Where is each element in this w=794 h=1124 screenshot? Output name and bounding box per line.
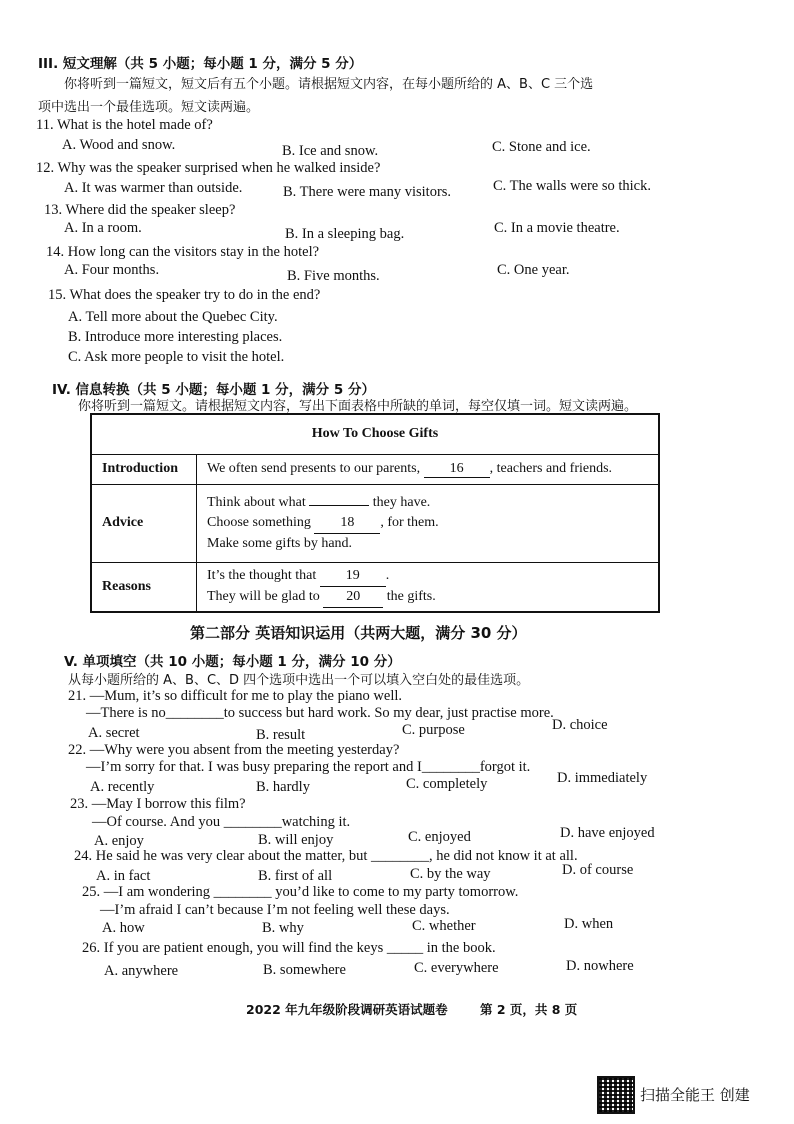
table-title: How To Choose Gifts [91,414,659,454]
q14-option-a: A. Four months. [64,262,160,278]
q21-option-b: B. result [256,727,306,743]
question-23-reply: —Of course. And you ________watching it. [92,814,351,830]
part-two-title: 第二部分 英语知识运用（共两大题，满分 30 分） [190,624,527,642]
qr-code-icon [597,1076,635,1114]
reason-line-2: They will be glad to [207,588,320,604]
q12-option-b: B. There were many visitors. [283,184,452,200]
q22-option-b: B. hardly [256,779,310,795]
q15-option-a: A. Tell more about the Quebec City. [68,309,278,325]
q14-option-c: C. One year. [497,262,570,278]
q26-option-b: B. somewhere [263,962,346,978]
q26-option-d: D. nowhere [566,958,634,974]
q23-option-b: B. will enjoy [258,832,334,848]
q12-option-a: A. It was warmer than outside. [64,180,243,196]
section-5-heading: V. 单项填空（共 10 小题；每小题 1 分，满分 10 分） [64,654,401,670]
q11-option-c: C. Stone and ice. [492,139,591,155]
answer-blank-18[interactable]: 18 [314,513,380,534]
q22-option-d: D. immediately [557,770,648,786]
q14-option-b: B. Five months. [287,268,380,284]
question-11: 11. What is the hotel made of? [36,117,213,133]
q25-option-a: A. how [102,920,145,936]
advice-line-3: Make some gifts by hand. [207,535,353,551]
q13-option-c: C. In a movie theatre. [494,220,620,236]
row-label-introduction: Introduction [91,454,197,484]
introduction-cell [197,454,660,484]
question-23: 23. —May I borrow this film? [70,796,246,812]
answer-blank-17[interactable] [309,505,369,506]
q24-option-d: D. of course [562,862,634,878]
advice-line-1-end: they have. [372,494,431,510]
section-3-heading: III. 短文理解（共 5 小题；每小题 1 分，满分 5 分） [38,56,363,72]
section-4-heading: IV. 信息转换（共 5 小题；每小题 1 分，满分 5 分） [52,382,375,398]
question-21-reply: —There is no________to success but hard work. So my dear, just practise more. [86,705,554,721]
question-14: 14. How long can the visitors stay in the hotel? [46,244,320,260]
q24-option-c: C. by the way [410,866,491,882]
q15-option-c: C. Ask more people to visit the hotel. [68,349,285,365]
question-25-reply: —I’m afraid I can’t because I’m not feeling well these days. [100,902,450,918]
question-24: 24. He said he was very clear about the matter, but ________, he did not know it at all. [74,848,578,864]
q25-option-b: B. why [262,920,304,936]
q25-option-d: D. when [564,916,614,932]
reasons-cell [197,562,660,612]
question-22-reply: —I’m sorry for that. I was busy preparing the report and I________forgot it. [86,759,531,775]
section-4-instruction: 你将听到一篇短文。请根据短文内容，写出下面表格中所缺的单词，每空仅填一词。短文读两遍。 [78,399,638,414]
row-label-advice: Advice [91,484,197,562]
q22-option-a: A. recently [90,779,155,795]
q21-option-d: D. choice [552,717,608,733]
q13-option-a: A. In a room. [64,220,142,236]
footer-title: 2022 年九年级阶段调研英语试题卷 [246,1002,448,1017]
q13-option-b: B. In a sleeping bag. [285,226,405,242]
q11-option-b: B. Ice and snow. [282,143,379,159]
q23-option-d: D. have enjoyed [560,825,655,841]
question-13: 13. Where did the speaker sleep? [44,202,236,218]
reason-line-1-end: . [385,567,390,583]
row-label-reasons: Reasons [91,562,197,612]
info-table [90,413,660,613]
section-3-instruction: 你将听到一篇短文，短文后有五个小题。请根据短文内容，在每小题所给的 A、B、C 三个选 [64,77,594,92]
q24-option-b: B. first of all [258,868,333,884]
reason-line-1: It’s the thought that [207,567,317,583]
q11-option-a: A. Wood and snow. [62,137,176,153]
q26-option-a: A. anywhere [104,963,179,979]
advice-line-2: Choose something [207,514,311,530]
q26-option-c: C. everywhere [414,960,499,976]
intro-text-end: , teachers and friends. [489,460,613,476]
q21-option-a: A. secret [88,725,140,741]
q24-option-a: A. in fact [96,868,151,884]
q23-option-a: A. enjoy [94,833,144,849]
advice-cell [197,484,660,562]
q25-option-c: C. whether [412,918,476,934]
scanner-watermark: 扫描全能王 创建 [640,1086,750,1104]
q12-option-c: C. The walls were so thick. [493,178,651,194]
section-5-instruction: 从每小题所给的 A、B、C、D 四个选项中选出一个可以填入空白处的最佳选项。 [68,673,530,688]
question-15: 15. What does the speaker try to do in the end? [48,287,321,303]
advice-line-2-end: , for them. [380,514,439,530]
section-3-instruction-cont: 项中选出一个最佳选项。短文读两遍。 [38,100,260,115]
question-26: 26. If you are patient enough, you will find the keys _____ in the book. [82,940,496,956]
q23-option-c: C. enjoyed [408,829,471,845]
intro-text: We often send presents to our parents, [207,460,421,476]
answer-blank-16[interactable]: 16 [424,461,490,478]
answer-blank-19[interactable]: 19 [320,566,386,587]
reason-line-2-end: the gifts. [386,588,436,604]
question-12: 12. Why was the speaker surprised when he walked inside? [36,160,381,176]
question-21: 21. —Mum, it’s so difficult for me to play the piano well. [68,688,402,704]
q21-option-c: C. purpose [402,722,465,738]
advice-line-1: Think about what [207,494,306,510]
footer-page-number: 第 2 页，共 8 页 [480,1002,578,1017]
answer-blank-20[interactable]: 20 [323,587,383,608]
q15-option-b: B. Introduce more interesting places. [68,329,283,345]
question-22: 22. —Why were you absent from the meeting yesterday? [68,742,400,758]
question-25: 25. —I am wondering ________ you’d like to come to my party tomorrow. [82,884,519,900]
q22-option-c: C. completely [406,776,488,792]
